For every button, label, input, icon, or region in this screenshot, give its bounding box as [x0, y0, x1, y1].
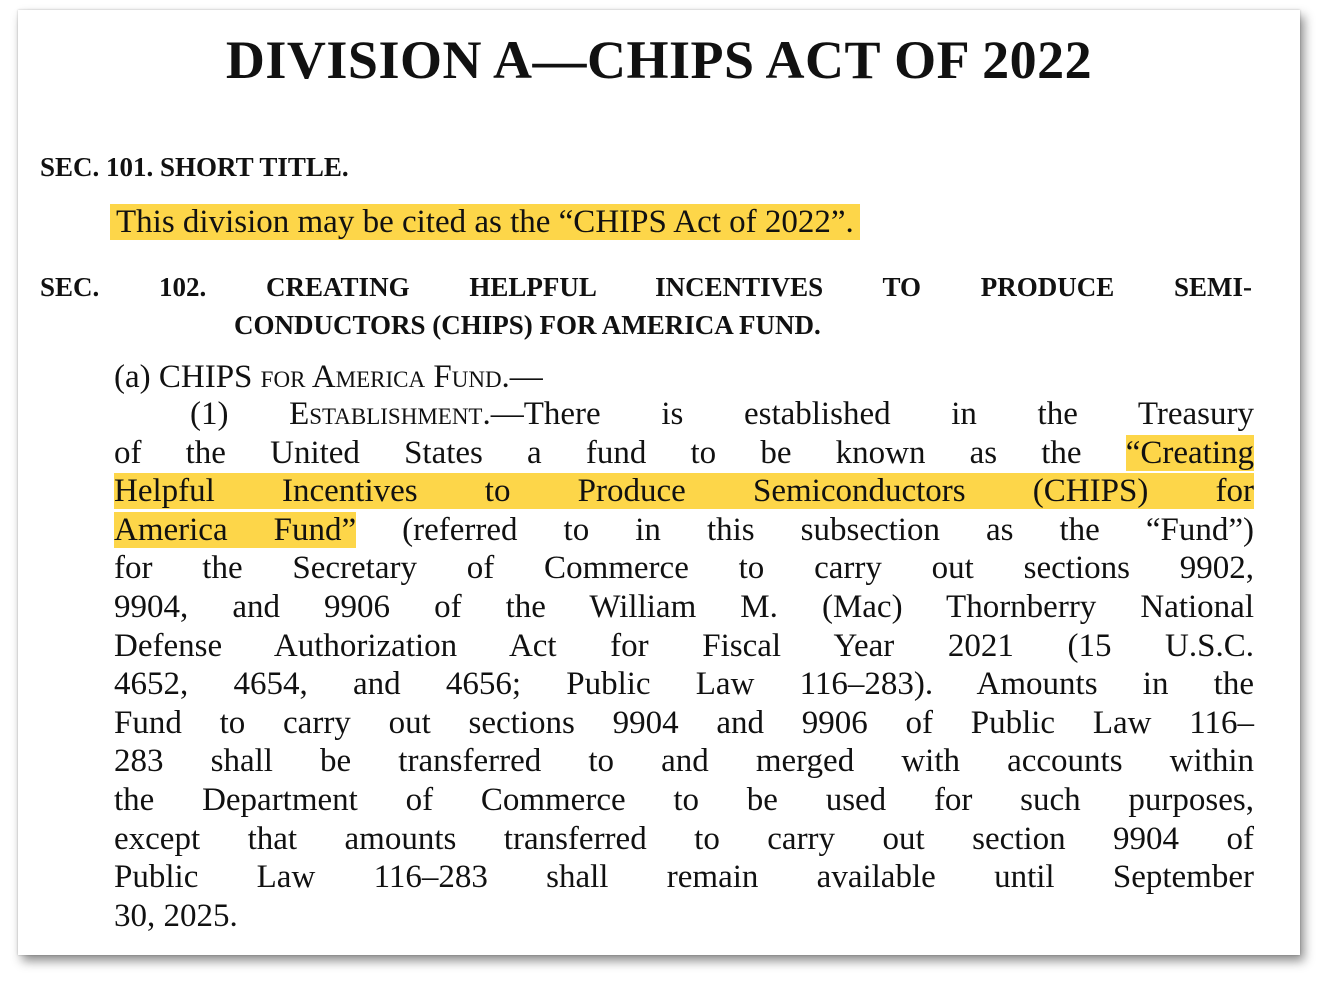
- paragraph-line: 30, 2025.: [114, 897, 238, 934]
- paragraph-line-text: of the United States a fund to be known as the: [114, 434, 1126, 471]
- paragraph-line: [114, 511, 1254, 550]
- paragraph-1-label: Establishment: [289, 396, 483, 432]
- document-page: [18, 10, 1300, 955]
- paragraph-1-marker: (1): [190, 396, 290, 432]
- section-101-heading: SEC. 101. SHORT TITLE.: [40, 152, 349, 182]
- paragraph-line: 4652, 4654, and 4656; Public Law 116–283). Amounts in the: [114, 666, 1254, 703]
- paragraph-line: [114, 472, 1254, 511]
- section-102-heading: [40, 268, 1252, 344]
- paragraph-line-text: (referred to in this subsection as the “Fund”): [356, 511, 1254, 548]
- paragraph-line: except that amounts transferred to carry out section 9904 of: [114, 820, 1254, 857]
- paragraph-line: 283 shall be transferred to and merged with accounts within: [114, 743, 1254, 780]
- highlighted-short-title: This division may be cited as the “CHIPS Act of 2022”.: [110, 204, 860, 240]
- highlighted-fund-name-middle: Helpful Incentives to Produce Semiconductors (CHIPS) for: [114, 473, 1254, 510]
- subsection-a-title: for America Fund.—: [252, 359, 543, 395]
- paragraph-line: Public Law 116–283 shall remain available until September: [114, 859, 1254, 896]
- paragraph-line-text: .—There is established in the Treasury: [482, 396, 1254, 432]
- paragraph-line: 9904, and 9906 of the William M. (Mac) Thornberry National: [114, 588, 1254, 625]
- highlighted-fund-name-end: America Fund”: [114, 511, 357, 548]
- paragraph-line: Fund to carry out sections 9904 and 9906 of Public Law 116–: [114, 704, 1254, 741]
- paragraph-line: the Department of Commerce to be used for such purposes,: [114, 781, 1254, 818]
- paragraph-1-body: [114, 395, 1254, 935]
- paragraph-line: for the Secretary of Commerce to carry out sections 9902,: [114, 550, 1254, 587]
- paragraph-line: Defense Authorization Act for Fiscal Year 2021 (15 U.S.C.: [114, 627, 1254, 664]
- section-102-heading-line1: SEC. 102. CREATING HELPFUL INCENTIVES TO PRODUCE SEMI-: [40, 272, 1252, 302]
- division-title: DIVISION A—CHIPS ACT OF 2022: [225, 30, 1093, 90]
- paragraph-line: [114, 434, 1254, 473]
- subsection-a-heading: [114, 357, 543, 397]
- highlighted-fund-name-start: “Creating: [1125, 434, 1254, 471]
- paragraph-line: [114, 395, 1254, 434]
- short-title-text: [110, 200, 860, 244]
- subsection-a-marker: (a) CHIPS: [114, 359, 253, 395]
- section-102-heading-line2: CONDUCTORS (CHIPS) FOR AMERICA FUND.: [234, 310, 821, 340]
